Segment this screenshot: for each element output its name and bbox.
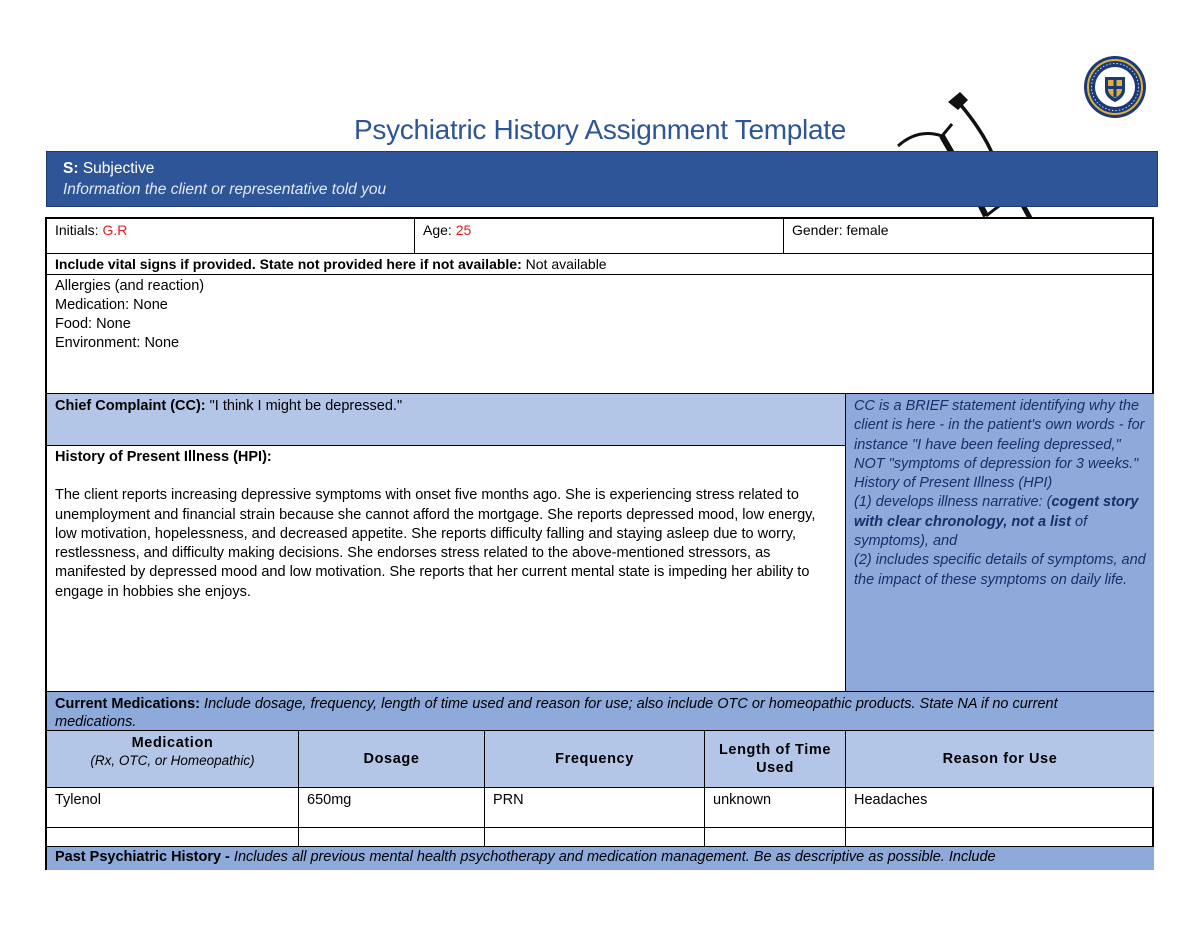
current-meds-instructions: Include dosage, frequency, length of time used and reason for use; also include OTC or homeopathic products. State NA if no current medications. <box>55 696 1058 730</box>
row-divider <box>47 393 1154 394</box>
past-psych-header <box>47 847 1154 870</box>
hpi-field[interactable] <box>47 446 845 691</box>
subjective-subtitle: Information the client or representative told you <box>63 181 387 198</box>
gender-field[interactable] <box>784 219 1154 253</box>
guidance-bold: cogent story with clear chronology, not a list <box>854 494 1139 530</box>
allergy-medication: Medication: None <box>55 297 168 313</box>
past-psych-label: Past Psychiatric History - <box>55 849 230 865</box>
allergies-field[interactable] <box>47 275 1154 393</box>
col-header-length <box>705 731 845 787</box>
med-frequency-cell[interactable]: PRN <box>493 792 524 808</box>
guidance-note <box>846 395 1154 691</box>
reason-header-label: Reason for Use <box>942 750 1058 767</box>
med-dosage-cell-empty[interactable] <box>299 828 484 846</box>
dosage-header-label: Dosage <box>363 750 420 767</box>
subjective-banner <box>46 151 1158 207</box>
col-header-dosage <box>299 731 484 787</box>
med-reason-cell-empty[interactable] <box>846 828 1154 846</box>
vitals-label: Include vital signs if provided. State not provided here if not available: <box>55 256 522 272</box>
frequency-header-label: Frequency <box>555 750 634 767</box>
hpi-label: History of Present Illness (HPI): <box>55 449 272 465</box>
guidance-part2: (1) develops illness narrative: ( <box>854 494 1052 511</box>
medication-header-label: Medication <box>131 735 214 751</box>
guidance-part4: (2) includes specific details of symptoms, and the impact of these symptoms on daily life. <box>854 552 1146 588</box>
university-seal-logo <box>1083 55 1147 119</box>
medication-header-sub: (Rx, OTC, or Homeopathic) <box>90 753 255 768</box>
med-reason-cell[interactable]: Headaches <box>854 792 928 808</box>
col-header-medication <box>47 731 298 787</box>
med-frequency-cell-empty[interactable] <box>485 828 704 846</box>
med-name-cell[interactable]: Tylenol <box>55 792 101 808</box>
hpi-text: The client reports increasing depressive symptoms with onset five months ago. She is experiencing stress related to unemployment and financial strain because she cannot afford the mortgage. She reports depressed mood, low energy, low motivation, hopelessness, and decreased appetite. She reports difficulty falling and staying asleep due to worry, restlessness, and difficulty making decisions. She endorses stress related to the above-mentioned stressors, as manifested by depressed mood and low motivation. She reports that her current mental state is impeding her ability to engage in hobbies she enjoys. <box>55 487 816 600</box>
med-length-cell[interactable]: unknown <box>713 792 772 808</box>
cc-label: Chief Complaint (CC): <box>55 398 206 414</box>
current-medications-header <box>47 693 1154 730</box>
med-name-cell-empty[interactable] <box>47 828 298 846</box>
age-value: 25 <box>455 222 472 238</box>
vitals-field[interactable] <box>47 254 1154 274</box>
initials-field[interactable] <box>47 219 413 253</box>
page-title: Psychiatric History Assignment Template <box>354 114 846 145</box>
col-header-reason <box>846 731 1154 787</box>
allergy-environment: Environment: None <box>55 335 180 351</box>
guidance-part1: CC is a BRIEF statement identifying why the client is here - in the patient's own words - for instance "I have been feeling depressed," NOT "symptoms of depression for 3 weeks." History of Present Illness (HPI) <box>854 398 1145 492</box>
subjective-heading: Subjective <box>82 160 155 177</box>
age-label: Age: <box>423 222 456 238</box>
med-length-cell-empty[interactable] <box>705 828 845 846</box>
allergies-heading: Allergies (and reaction) <box>55 278 205 294</box>
age-field[interactable] <box>415 219 783 253</box>
cc-value: "I think I might be depressed." <box>205 398 403 414</box>
col-header-frequency <box>485 731 704 787</box>
chief-complaint-field[interactable] <box>47 395 845 445</box>
initials-label: Initials: <box>55 222 103 238</box>
med-dosage-cell[interactable]: 650mg <box>307 792 352 808</box>
guidance-part3: of symptoms), and <box>854 513 1088 550</box>
allergy-food: Food: None <box>55 316 131 332</box>
initials-value: G.R <box>102 222 128 238</box>
length-header-label: Length of Time Used <box>718 742 832 776</box>
gender-value: Gender: female <box>792 222 889 238</box>
current-meds-label: Current Medications: <box>55 696 201 712</box>
subjective-letter: S: <box>63 160 79 177</box>
vitals-value: Not available <box>521 256 607 272</box>
row-divider <box>47 691 1154 692</box>
row-divider <box>47 787 1154 788</box>
assessment-table <box>45 217 1154 870</box>
past-psych-instructions: Includes all previous mental health psychotherapy and medication management. Be as descriptive as possible. Include <box>229 849 996 865</box>
